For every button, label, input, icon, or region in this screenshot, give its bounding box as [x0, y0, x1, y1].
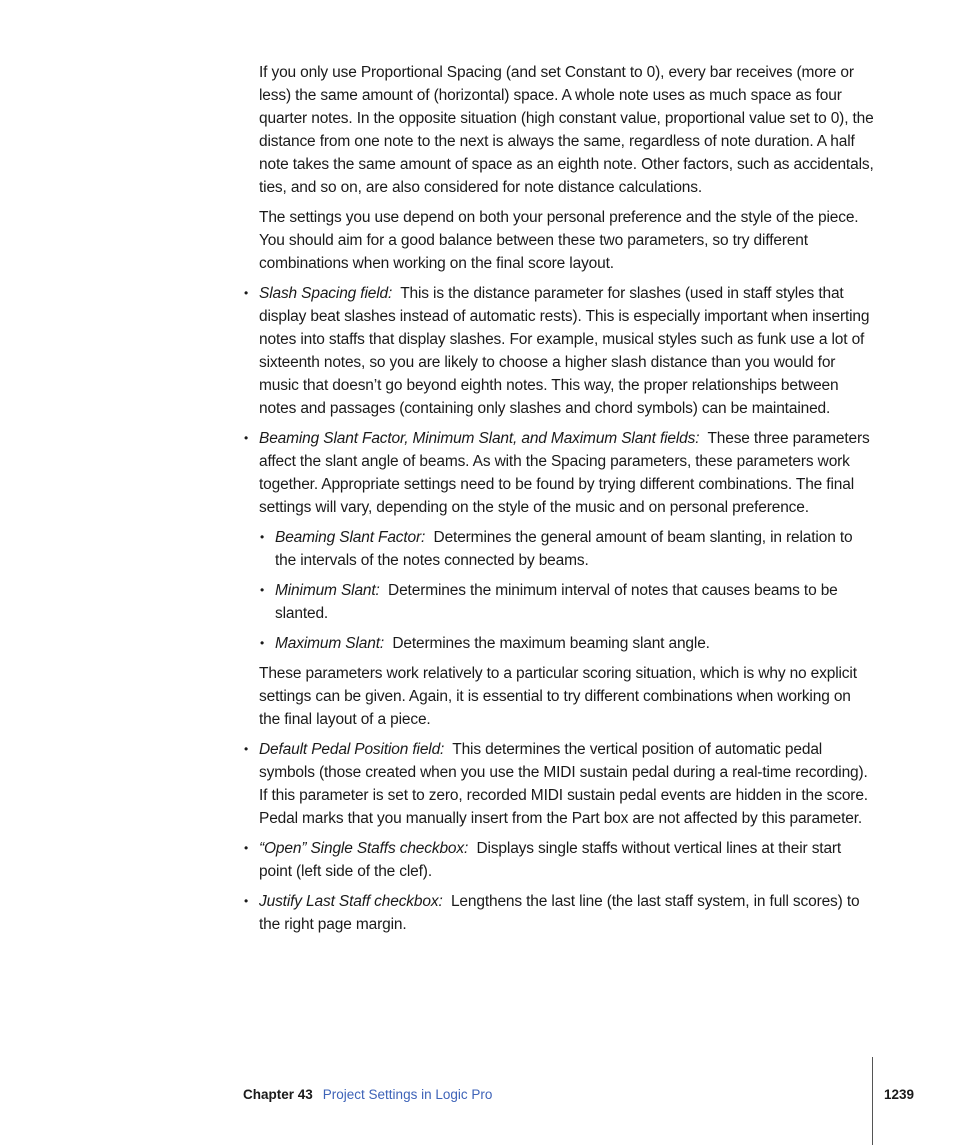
- text-minimum-slant: Determines the minimum interval of notes that causes beams to be slanted.: [275, 582, 838, 622]
- bullet-open-single-staffs: [244, 837, 875, 883]
- page-number: 1239: [884, 1087, 915, 1102]
- bullet-beaming-slant: [244, 427, 875, 519]
- text-default-pedal-position: This determines the vertical position of automatic pedal symbols (those created when you use the MIDI sustain pedal during a real-time recording). If this parameter is set to zero, recorded MIDI sustain pedal events are hidden in the score. Pedal marks that you manually insert from the Part box are not affected by this parameter.: [259, 741, 868, 827]
- text-beaming-slant-factor: Determines the general amount of beam slanting, in relation to the intervals of the notes connected by beams.: [275, 529, 853, 569]
- bullet-dot: •: [260, 636, 265, 650]
- paragraph-settings-preference: The settings you use depend on both your personal preference and the style of the piece. You should aim for a good balance between these two parameters, so try different combinations when working on the final score layout.: [259, 209, 859, 272]
- term-beaming-slant-factor: Beaming Slant Factor:: [275, 529, 426, 546]
- bullet-default-pedal-position: [244, 738, 875, 830]
- bullet-dot: •: [244, 431, 249, 445]
- bullet-slash-spacing: [244, 282, 875, 420]
- bullet-dot: •: [244, 894, 249, 908]
- subbullet-minimum-slant: [260, 579, 875, 625]
- text-beaming-slant: These three parameters affect the slant angle of beams. As with the Spacing parameters, these parameters work together. Appropriate settings need to be found by trying different combinations. The final settings will vary, depending on the style of the music and on personal preference.: [259, 430, 870, 516]
- term-open-single-staffs: “Open” Single Staffs checkbox:: [259, 840, 469, 857]
- term-beaming-slant: Beaming Slant Factor, Minimum Slant, and Maximum Slant fields:: [259, 430, 700, 447]
- term-maximum-slant: Maximum Slant:: [275, 635, 385, 652]
- text-open-single-staffs: Displays single staffs without vertical lines at their start point (left side of the clef).: [259, 840, 842, 880]
- paragraph-parameters-relative: These parameters work relatively to a particular scoring situation, which is why no explicit settings can be given. Again, it is essential to try different combinations when working on the final layout of a piece.: [259, 665, 857, 728]
- footer-chapter: Chapter 43: [243, 1087, 313, 1102]
- paragraph-proportional-spacing: If you only use Proportional Spacing (and set Constant to 0), every bar receives (more or less) the same amount of (horizontal) space. A whole note uses as much space as four quarter notes. In the opposite situation (high constant value, proportional value set to 0), the distance from one note to the next is always the same, regardless of note duration. A half note takes the same amount of space as an eighth note. Other factors, such as accidentals, ties, and so on, are also considered for note distance calculations.: [259, 64, 874, 196]
- bullet-dot: •: [260, 583, 265, 597]
- term-slash-spacing: Slash Spacing field:: [259, 285, 393, 302]
- bullet-dot: •: [260, 530, 265, 544]
- term-default-pedal-position: Default Pedal Position field:: [259, 741, 445, 758]
- page-content: [244, 61, 875, 943]
- term-minimum-slant: Minimum Slant:: [275, 582, 380, 599]
- term-justify-last-staff: Justify Last Staff checkbox:: [259, 893, 443, 910]
- bullet-dot: •: [244, 841, 249, 855]
- text-maximum-slant: Determines the maximum beaming slant angle.: [392, 635, 710, 652]
- text-justify-last-staff: Lengthens the last line (the last staff system, in full scores) to the right page margin.: [259, 893, 860, 933]
- bullet-justify-last-staff: [244, 890, 875, 936]
- subbullet-beaming-slant-factor: [260, 526, 875, 572]
- footer-divider: [872, 1057, 873, 1145]
- footer-section-link[interactable]: Project Settings in Logic Pro: [322, 1087, 493, 1102]
- page-footer: [243, 1086, 492, 1104]
- subbullet-maximum-slant: [260, 632, 875, 655]
- bullet-dot: •: [244, 286, 249, 300]
- bullet-dot: •: [244, 742, 249, 756]
- text-slash-spacing: This is the distance parameter for slashes (used in staff styles that display beat slashes instead of automatic rests). This is especially important when inserting notes into staffs that display slashes. For example, musical styles such as funk use a lot of sixteenth notes, so you are likely to choose a higher slash distance than you would for music that doesn’t go beyond eighth notes. This way, the proper relationships between notes and passages (containing only slashes and chord symbols) can be maintained.: [259, 285, 870, 417]
